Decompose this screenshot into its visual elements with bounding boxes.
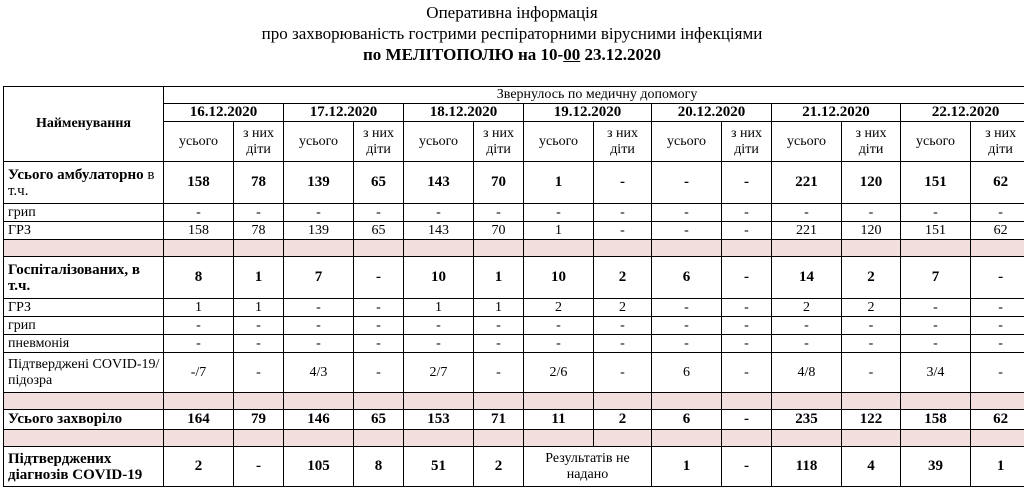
header-line-3	[0, 44, 1024, 65]
separator-cell	[524, 393, 594, 410]
separator-cell	[652, 393, 722, 410]
value-cell: 2/7	[404, 353, 474, 393]
value-cell: 39	[901, 447, 971, 487]
value-cell: 65	[354, 410, 404, 430]
value-cell: -	[474, 353, 524, 393]
value-cell: 10	[404, 257, 474, 299]
separator-cell	[164, 430, 234, 447]
header-line-3-prefix: по МЕЛІТОПОЛЮ на 10-	[363, 45, 564, 64]
separator-cell	[652, 430, 722, 447]
value-cell: -	[234, 335, 284, 353]
row-label: грип	[4, 204, 164, 222]
value-cell: -	[722, 447, 772, 487]
value-cell: -	[652, 222, 722, 240]
separator-cell	[594, 430, 652, 447]
value-cell: 3/4	[901, 353, 971, 393]
value-cell: -	[971, 317, 1024, 335]
value-cell: 105	[284, 447, 354, 487]
separator-cell	[901, 393, 971, 410]
value-cell: -	[404, 317, 474, 335]
value-cell: 62	[971, 162, 1024, 204]
value-cell: -	[354, 335, 404, 353]
separator-cell	[594, 393, 652, 410]
value-cell: -	[234, 353, 284, 393]
value-cell: 118	[772, 447, 842, 487]
value-cell: 2	[594, 410, 652, 430]
separator-cell	[474, 393, 524, 410]
separator-cell	[354, 430, 404, 447]
value-cell: -	[594, 162, 652, 204]
value-cell: 6	[652, 410, 722, 430]
row-grz	[4, 299, 1024, 317]
separator-cell	[474, 240, 524, 257]
value-cell: -	[722, 222, 772, 240]
value-cell: 14	[772, 257, 842, 299]
subheader-children: з них діти	[234, 122, 284, 162]
name-header: Найменування	[4, 87, 164, 162]
separator-cell	[722, 430, 772, 447]
separator-cell	[971, 240, 1024, 257]
separator-cell	[901, 240, 971, 257]
separator-cell	[971, 393, 1024, 410]
value-cell: -	[901, 335, 971, 353]
value-cell: -	[234, 447, 284, 487]
separator-cell	[842, 393, 901, 410]
value-cell: 143	[404, 162, 474, 204]
separator-cell	[772, 430, 842, 447]
value-cell: 120	[842, 222, 901, 240]
value-cell: -	[971, 299, 1024, 317]
value-cell: -	[354, 204, 404, 222]
subheader-total: усього	[284, 122, 354, 162]
separator-cell	[284, 430, 354, 447]
separator-cell	[901, 430, 971, 447]
value-cell: 78	[234, 222, 284, 240]
value-cell: -	[772, 317, 842, 335]
subheader-children: з них діти	[474, 122, 524, 162]
value-cell: 2	[772, 299, 842, 317]
value-cell: -	[524, 335, 594, 353]
value-cell: 65	[354, 162, 404, 204]
value-cell: 62	[971, 222, 1024, 240]
value-cell: 2	[474, 447, 524, 487]
separator-row	[4, 240, 1024, 257]
separator-cell	[4, 430, 164, 447]
row-flu	[4, 317, 1024, 335]
group-header-row	[4, 87, 1024, 104]
row-label-bold: Усього амбулаторно	[8, 166, 144, 183]
subheader-children: з них діти	[594, 122, 652, 162]
separator-cell	[234, 430, 284, 447]
header-line-3-underlined: 00	[563, 45, 581, 64]
value-cell: 158	[901, 410, 971, 430]
subheader-total: усього	[772, 122, 842, 162]
value-cell: -	[354, 317, 404, 335]
date-header: 17.12.2020	[284, 104, 404, 122]
value-cell: 10	[524, 257, 594, 299]
value-cell: -	[722, 257, 772, 299]
row-grz	[4, 222, 1024, 240]
value-cell: -	[164, 204, 234, 222]
value-cell: -	[901, 317, 971, 335]
value-cell: 4/8	[772, 353, 842, 393]
separator-cell	[404, 430, 474, 447]
separator-cell	[4, 240, 164, 257]
value-cell: -	[594, 335, 652, 353]
group-header: Звернулось по медичну допомогу	[164, 87, 1024, 104]
row-label: пневмонія	[4, 335, 164, 353]
value-cell: -	[474, 317, 524, 335]
row-label-suffix: в т.ч.	[8, 166, 155, 199]
value-cell: 65	[354, 222, 404, 240]
value-cell: 2	[594, 257, 652, 299]
date-header: 18.12.2020	[404, 104, 524, 122]
value-cell: 71	[474, 410, 524, 430]
value-cell: 146	[284, 410, 354, 430]
date-header: 20.12.2020	[652, 104, 772, 122]
value-cell: -	[404, 204, 474, 222]
separator-cell	[234, 393, 284, 410]
value-cell: 1	[524, 222, 594, 240]
value-cell: -	[474, 204, 524, 222]
header-line-1: Оперативна інформація	[426, 3, 598, 22]
value-cell: 2	[842, 257, 901, 299]
value-cell: -	[842, 204, 901, 222]
date-header: 19.12.2020	[524, 104, 652, 122]
separator-cell	[164, 240, 234, 257]
subheader-total: усього	[164, 122, 234, 162]
value-cell: 158	[164, 222, 234, 240]
value-cell: -	[234, 204, 284, 222]
value-cell: 7	[901, 257, 971, 299]
subheader-children: з них діти	[971, 122, 1024, 162]
value-cell: 221	[772, 222, 842, 240]
row-label: грип	[4, 317, 164, 335]
value-cell: 2/6	[524, 353, 594, 393]
value-cell: 1	[524, 162, 594, 204]
value-cell: 70	[474, 162, 524, 204]
value-cell: 2	[594, 299, 652, 317]
value-cell: -/7	[164, 353, 234, 393]
row-label: Госпіталізованих, в т.ч.	[4, 257, 164, 299]
value-cell: -	[722, 299, 772, 317]
separator-cell	[971, 430, 1024, 447]
value-cell: 1	[971, 447, 1024, 487]
separator-cell	[652, 240, 722, 257]
value-cell: 79	[234, 410, 284, 430]
report-header	[0, 0, 1024, 65]
value-cell: -	[594, 353, 652, 393]
date-header: 21.12.2020	[772, 104, 901, 122]
value-cell: 153	[404, 410, 474, 430]
value-cell: 8	[164, 257, 234, 299]
value-cell: 1	[234, 257, 284, 299]
separator-cell	[354, 240, 404, 257]
subheader-total: усього	[652, 122, 722, 162]
row-label	[4, 162, 164, 204]
value-cell: -	[971, 204, 1024, 222]
value-cell: -	[404, 335, 474, 353]
separator-cell	[4, 393, 164, 410]
row-hospitalized	[4, 257, 1024, 299]
separator-cell	[404, 240, 474, 257]
value-cell: -	[722, 317, 772, 335]
value-cell: 1	[164, 299, 234, 317]
value-cell: -	[354, 353, 404, 393]
value-cell: -	[474, 335, 524, 353]
value-cell: 139	[284, 162, 354, 204]
value-cell: 2	[524, 299, 594, 317]
value-cell: -	[722, 353, 772, 393]
value-cell: -	[722, 410, 772, 430]
date-header: 16.12.2020	[164, 104, 284, 122]
separator-cell	[842, 430, 901, 447]
separator-cell	[594, 240, 652, 257]
value-cell: -	[354, 299, 404, 317]
value-cell: -	[901, 299, 971, 317]
value-cell: -	[842, 317, 901, 335]
row-label: Підтверджених діагнозів COVID-19	[4, 447, 164, 487]
value-cell: -	[652, 162, 722, 204]
value-cell: 11	[524, 410, 594, 430]
value-cell: 7	[284, 257, 354, 299]
value-cell: 2	[164, 447, 234, 487]
row-label: ГРЗ	[4, 299, 164, 317]
value-cell: -	[842, 353, 901, 393]
date-header: 22.12.2020	[901, 104, 1024, 122]
separator-cell	[474, 430, 524, 447]
subheader-total: усього	[901, 122, 971, 162]
value-cell: 143	[404, 222, 474, 240]
separator-cell	[524, 430, 594, 447]
separator-cell	[284, 240, 354, 257]
value-cell: -	[652, 299, 722, 317]
row-label: Підтверджені COVID-19/підозра	[4, 353, 164, 393]
value-cell: 70	[474, 222, 524, 240]
value-cell: -	[284, 204, 354, 222]
value-cell: -	[722, 162, 772, 204]
value-cell: 78	[234, 162, 284, 204]
value-cell: 62	[971, 410, 1024, 430]
header-line-3-suffix: 23.12.2020	[580, 45, 661, 64]
value-cell: 158	[164, 162, 234, 204]
header-line-2: про захворюваність гострими респіраторними вірусними інфекціями	[261, 24, 763, 43]
row-label: Усього захворіло	[4, 410, 164, 430]
row-pneumonia	[4, 335, 1024, 353]
value-cell: 1	[234, 299, 284, 317]
value-cell: -	[524, 204, 594, 222]
value-cell: -	[842, 335, 901, 353]
value-cell: 221	[772, 162, 842, 204]
separator-row	[4, 430, 1024, 447]
subheader-children: з них діти	[722, 122, 772, 162]
value-cell: -	[901, 204, 971, 222]
value-cell: 1	[474, 257, 524, 299]
value-cell: 51	[404, 447, 474, 487]
value-cell: 151	[901, 162, 971, 204]
value-cell: 120	[842, 162, 901, 204]
value-cell: -	[652, 204, 722, 222]
separator-cell	[772, 393, 842, 410]
value-cell: 139	[284, 222, 354, 240]
value-cell: -	[652, 317, 722, 335]
separator-cell	[842, 240, 901, 257]
value-cell: 1	[404, 299, 474, 317]
separator-cell	[404, 393, 474, 410]
row-total-ambulatory	[4, 162, 1024, 204]
value-cell: Результатів не надано	[524, 447, 652, 487]
value-cell: -	[594, 222, 652, 240]
value-cell: 2	[842, 299, 901, 317]
value-cell: 1	[474, 299, 524, 317]
subheader-total: усього	[524, 122, 594, 162]
separator-cell	[354, 393, 404, 410]
value-cell: -	[524, 317, 594, 335]
value-cell: 164	[164, 410, 234, 430]
value-cell: -	[722, 335, 772, 353]
value-cell: -	[722, 204, 772, 222]
value-cell: 4/3	[284, 353, 354, 393]
value-cell: 235	[772, 410, 842, 430]
separator-cell	[772, 240, 842, 257]
row-confirmed-covid	[4, 447, 1024, 487]
value-cell: -	[284, 335, 354, 353]
separator-cell	[164, 393, 234, 410]
value-cell: -	[594, 317, 652, 335]
value-cell: -	[594, 204, 652, 222]
value-cell: -	[772, 335, 842, 353]
subheader-children: з них діти	[842, 122, 901, 162]
value-cell: 6	[652, 257, 722, 299]
value-cell: -	[971, 257, 1024, 299]
subheader-total: усього	[404, 122, 474, 162]
separator-cell	[722, 240, 772, 257]
value-cell: -	[652, 335, 722, 353]
value-cell: -	[971, 335, 1024, 353]
row-flu	[4, 204, 1024, 222]
value-cell: 6	[652, 353, 722, 393]
separator-cell	[524, 240, 594, 257]
row-covid-suspected	[4, 353, 1024, 393]
value-cell: -	[354, 257, 404, 299]
separator-cell	[722, 393, 772, 410]
value-cell: 151	[901, 222, 971, 240]
value-cell: 122	[842, 410, 901, 430]
value-cell: -	[284, 299, 354, 317]
value-cell: -	[234, 317, 284, 335]
subheader-children: з них діти	[354, 122, 404, 162]
value-cell: -	[772, 204, 842, 222]
separator-cell	[284, 393, 354, 410]
row-total-sick	[4, 410, 1024, 430]
value-cell: 4	[842, 447, 901, 487]
value-cell: 8	[354, 447, 404, 487]
row-label: ГРЗ	[4, 222, 164, 240]
value-cell: -	[284, 317, 354, 335]
morbidity-table	[3, 86, 1024, 487]
separator-cell	[234, 240, 284, 257]
value-cell: -	[164, 317, 234, 335]
value-cell: 1	[652, 447, 722, 487]
separator-row	[4, 393, 1024, 410]
value-cell: -	[164, 335, 234, 353]
value-cell: -	[971, 353, 1024, 393]
